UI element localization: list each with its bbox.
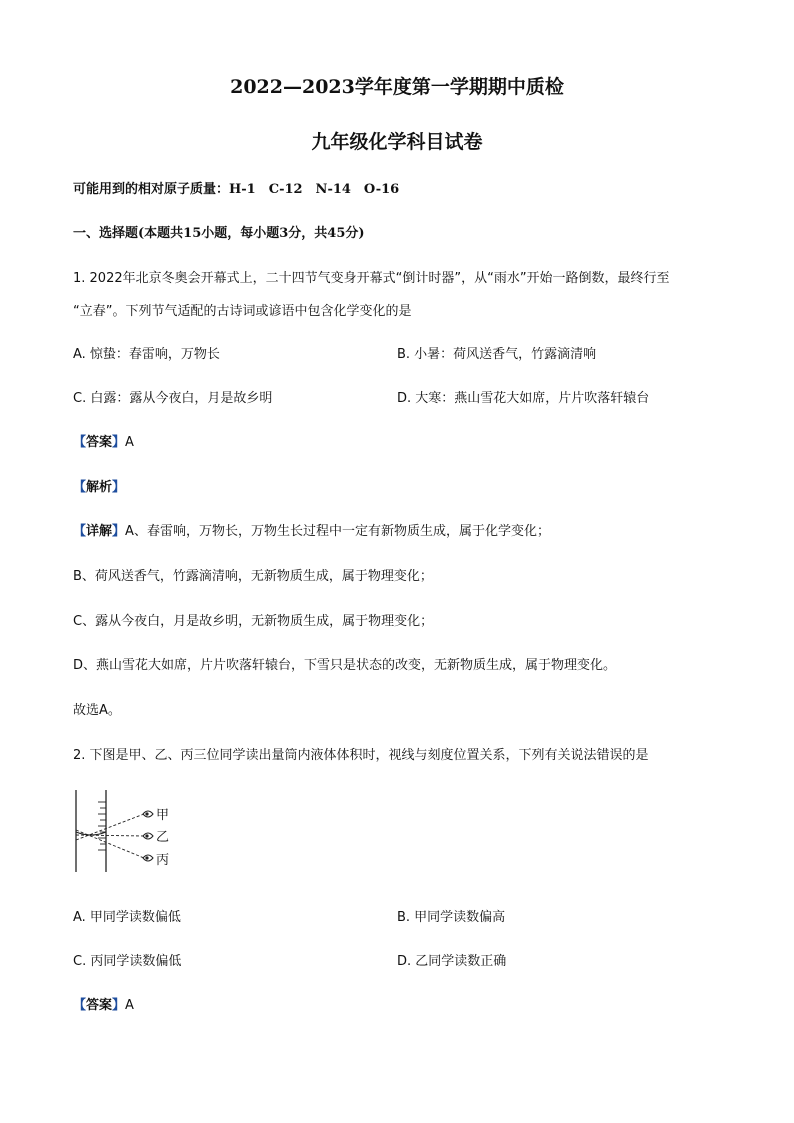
- label-yi: 乙: [156, 830, 170, 845]
- q1-detail-line4: D、燕山雪花大如席，片片吹落轩辕台，下雪只是状态的改变，无新物质生成，属于物理变化。: [73, 658, 617, 673]
- q2-answer: 【答案】A: [73, 998, 134, 1013]
- q1-detail-line1: 【详解】A、春雷响，万物长，万物生长过程中一定有新物质生成，属于化学变化；: [73, 524, 550, 539]
- exam-title: 2022—2023学年度第一学期期中质检: [230, 76, 564, 98]
- section-heading: 一、选择题(本题共15小题，每小题3分，共45分): [73, 226, 365, 241]
- q2-option-d: D. 乙同学读数正确: [397, 954, 507, 969]
- q1-conclusion: 故选A。: [73, 703, 121, 718]
- q1-analysis-word: 解析: [86, 480, 113, 495]
- q1-answer-value: A: [125, 435, 134, 450]
- q1-detail-line3: C、露从今夜白，月是故乡明，无新物质生成，属于物理变化；: [73, 614, 434, 629]
- q1-analysis: 【解析】: [73, 480, 126, 495]
- q2-option-a: A. 甲同学读数偏低: [73, 910, 181, 925]
- exam-subtitle: 九年级化学科目试卷: [311, 131, 483, 153]
- q1-answer: 【答案】A: [73, 435, 134, 450]
- q2-answer-word: 答案: [86, 998, 113, 1013]
- q1-stem-line2: “立春”。下列节气适配的古诗词或谚语中包含化学变化的是: [73, 304, 412, 319]
- q1-detail-line2: B、荷风送香气，竹露滴清响，无新物质生成，属于物理变化；: [73, 569, 433, 584]
- q1-option-c: C. 白露：露从今夜白，月是故乡明: [73, 391, 273, 406]
- label-jia: 甲: [156, 808, 170, 823]
- q1-stem-line1: 1. 2022年北京冬奥会开幕式上，二十四节气变身开幕式“倒计时器”，从“雨水”开始一路倒数，最终行至: [73, 271, 670, 286]
- label-bing: 丙: [156, 853, 170, 868]
- graduation-marks: [98, 802, 106, 850]
- q2-option-b: B. 甲同学读数偏高: [397, 910, 506, 925]
- q1-option-a: A. 惊蛰：春雷响，万物长: [73, 347, 220, 362]
- q1-detail-word: 详解: [86, 524, 113, 539]
- sight-lines: [76, 814, 144, 858]
- q1-detail-text1: A、春雷响，万物长，万物生长过程中一定有新物质生成，属于化学变化；: [125, 524, 550, 539]
- q1-option-d: D. 大寒：燕山雪花大如席，片片吹落轩辕台: [397, 391, 650, 406]
- q2-stem: 2. 下图是甲、乙、丙三位同学读出量筒内液体体积时，视线与刻度位置关系，下列有关说法错误的是: [73, 748, 649, 763]
- q1-option-b: B. 小暑：荷风送香气，竹露滴清响: [397, 347, 597, 362]
- atomic-mass-note: 可能用到的相对原子质量：H-1 C-12 N-14 O-16: [73, 182, 400, 197]
- q1-answer-word: 答案: [86, 435, 113, 450]
- q2-answer-value: A: [125, 998, 134, 1013]
- q2-option-c: C. 丙同学读数偏低: [73, 954, 182, 969]
- cylinder-reading-figure: [70, 788, 180, 878]
